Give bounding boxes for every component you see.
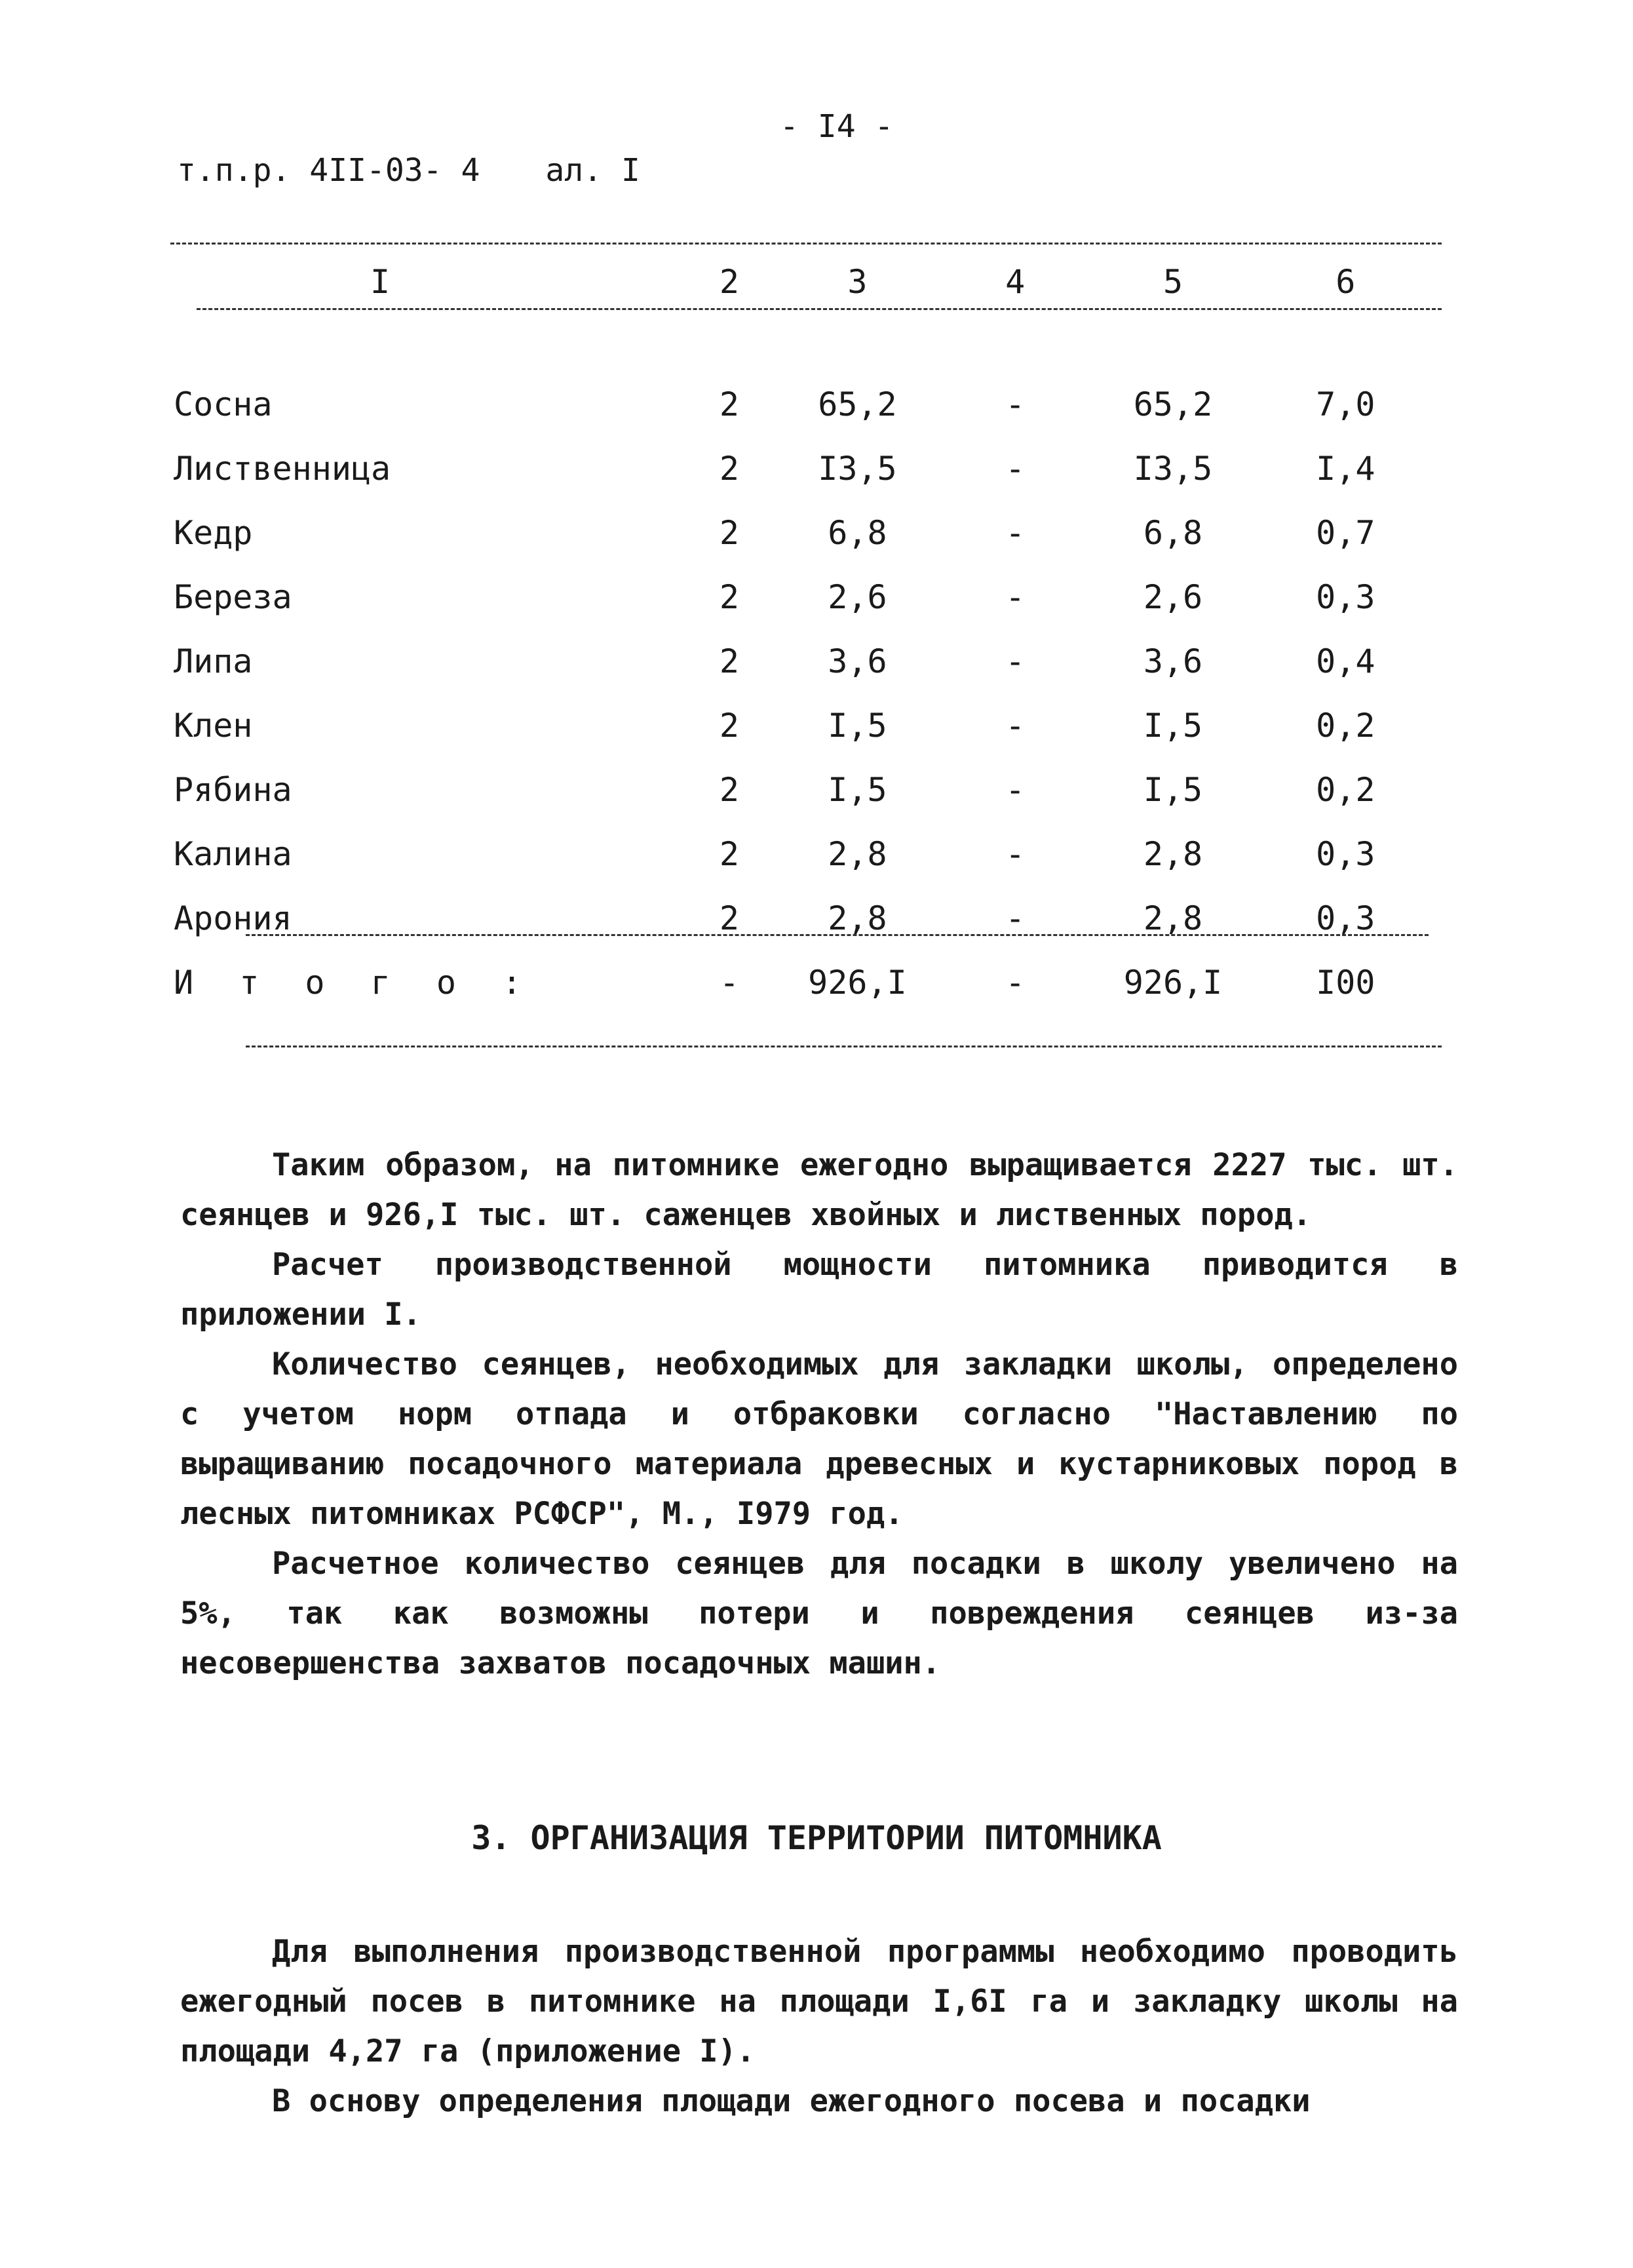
section-heading: 3. ОРГАНИЗАЦИЯ ТЕРРИТОРИИ ПИТОМНИКА	[471, 1819, 1162, 1857]
table-cell: -	[719, 964, 739, 1002]
species-name: Клен	[174, 707, 253, 745]
table-cell: 926,I	[808, 964, 907, 1002]
table-cell: 6,8	[1143, 514, 1203, 552]
table-cell: 2	[719, 835, 739, 873]
table-cell: I,5	[828, 771, 887, 809]
species-name: Лиственница	[174, 450, 391, 488]
table-cell: I00	[1316, 964, 1375, 1002]
table-row	[174, 565, 1432, 629]
table-cell: 2,8	[1143, 899, 1203, 937]
table-cell: 2	[719, 771, 739, 809]
table-row	[174, 694, 1432, 758]
species-name: Береза	[174, 578, 292, 616]
table-row	[174, 501, 1432, 565]
table-row	[174, 886, 1432, 950]
species-name: Сосна	[174, 385, 273, 423]
table-cell: I3,5	[818, 450, 897, 488]
table-cell: 0,3	[1316, 578, 1375, 616]
table-header-row	[174, 256, 1432, 308]
table-cell: 2,6	[1143, 578, 1203, 616]
species-name: Арония	[174, 899, 292, 937]
table-cell: 2,8	[828, 899, 887, 937]
species-name: Калина	[174, 835, 292, 873]
table-cell: 65,2	[1133, 385, 1213, 423]
table-cell: 2	[719, 514, 739, 552]
table-cell: 3,6	[1143, 642, 1203, 680]
table-cell: 2	[719, 899, 739, 937]
table-row	[174, 822, 1432, 886]
table-cell: I,5	[828, 707, 887, 745]
table-row	[174, 437, 1432, 501]
table-cell: 6,8	[828, 514, 887, 552]
table-cell: 2	[719, 642, 739, 680]
table-cell: -	[1005, 514, 1026, 552]
page-number: - I4 -	[780, 108, 894, 145]
table-cell: 926,I	[1123, 964, 1223, 1002]
paragraph: Расчетное количество сеянцев для посадки в школу увеличено на 5%, так как возможны потери и повреждения сеянцев из-за несовершенства захватов посадочных машин.	[180, 1546, 1458, 1681]
table-cell: 2	[719, 707, 739, 745]
table-cell: 2,6	[828, 578, 887, 616]
table-cell: 2	[719, 385, 739, 423]
column-header: 2	[719, 263, 739, 301]
table-cell: I,4	[1316, 450, 1375, 488]
table-row	[174, 372, 1432, 437]
paragraph: Таким образом, на питомнике ежегодно выращивается 2227 тыс. шт. сеянцев и 926,I тыс. шт. саженцев хвойных и лиственных пород.	[180, 1147, 1458, 1233]
table-cell: -	[1005, 835, 1026, 873]
table-cell: 2,8	[828, 835, 887, 873]
doc-code: т.п.р. 4II-03- 4	[177, 152, 480, 189]
table-row	[174, 758, 1432, 822]
table-cell: -	[1005, 771, 1026, 809]
section-text	[180, 1927, 1458, 2126]
table-top-rule	[170, 243, 1442, 244]
column-header: 5	[1162, 263, 1183, 301]
album-number: ал. I	[545, 152, 640, 189]
table-cell: I3,5	[1133, 450, 1213, 488]
table-cell: 3,6	[828, 642, 887, 680]
table-cell: I,5	[1143, 771, 1203, 809]
table-cell: -	[1005, 578, 1026, 616]
table-cell: 2,8	[1143, 835, 1203, 873]
total-row	[174, 950, 1432, 1015]
paragraph: Для выполнения производственной программы необходимо проводить ежегодный посев в питомнике на площади I,6I га и закладку школы на площади 4,27 га (приложение I).	[180, 1934, 1458, 2069]
table-cell: 2	[719, 578, 739, 616]
table-cell: I,5	[1143, 707, 1203, 745]
table-cell: -	[1005, 642, 1026, 680]
table-cell: 65,2	[818, 385, 897, 423]
table-cell: -	[1005, 964, 1026, 1002]
table-cell: 0,4	[1316, 642, 1375, 680]
table-cell: 0,2	[1316, 771, 1375, 809]
table-cell: 0,7	[1316, 514, 1375, 552]
species-name: Липа	[174, 642, 253, 680]
total-label: И т о г о :	[174, 964, 535, 1002]
column-header: I	[370, 263, 391, 301]
table-cell: -	[1005, 899, 1026, 937]
table-cell: -	[1005, 707, 1026, 745]
document-reference	[177, 152, 706, 189]
table-cell: -	[1005, 450, 1026, 488]
body-text	[180, 1141, 1458, 1689]
species-name: Рябина	[174, 771, 292, 809]
column-header: 6	[1335, 263, 1356, 301]
table-bottom-rule	[246, 1046, 1442, 1047]
data-table	[174, 256, 1432, 1015]
paragraph: Количество сеянцев, необходимых для закладки школы, определено с учетом норм отпада и отбраковки согласно "Наставлению по выращиванию посадочного материала древесных и кустарниковых пород в лесных питомниках РСФСР", М., I979 год.	[180, 1346, 1458, 1532]
table-cell: -	[1005, 385, 1026, 423]
table-cell: 7,0	[1316, 385, 1375, 423]
species-name: Кедр	[174, 514, 253, 552]
column-header: 4	[1005, 263, 1026, 301]
column-header: 3	[847, 263, 868, 301]
table-cell: 2	[719, 450, 739, 488]
table-cell: 0,3	[1316, 835, 1375, 873]
paragraph: В основу определения площади ежегодного посева и посадки	[272, 2083, 1311, 2119]
table-row	[174, 629, 1432, 694]
table-cell: 0,2	[1316, 707, 1375, 745]
paragraph: Расчет производственной мощности питомника приводится в приложении I.	[180, 1247, 1458, 1333]
table-cell: 0,3	[1316, 899, 1375, 937]
